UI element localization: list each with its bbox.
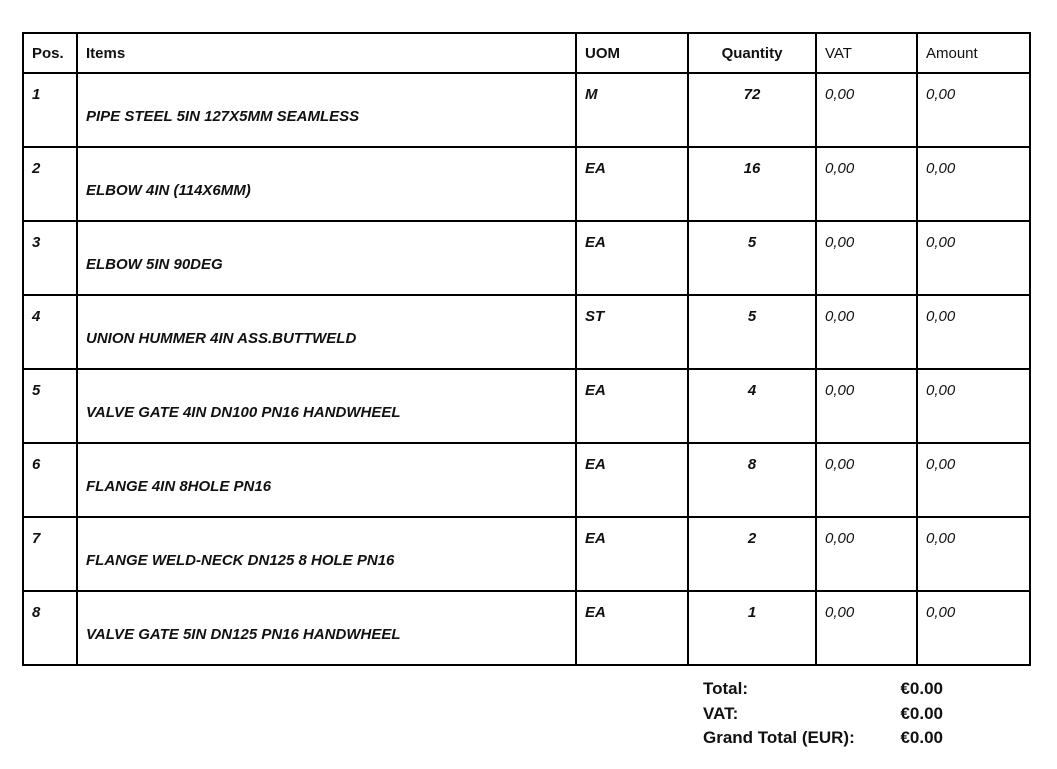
total-row [703,679,943,704]
table-row [23,591,1030,665]
vat-cell: 0,00 [816,147,917,221]
quantity-cell: 72 [688,73,816,147]
item-description: FLANGE WELD-NECK DN125 8 HOLE PN16 [86,552,395,569]
header-vat: VAT [816,33,917,73]
quantity-cell: 4 [688,369,816,443]
vat-value: €0.00 [900,703,943,723]
header-quantity: Quantity [688,33,816,73]
vat-cell: 0,00 [816,221,917,295]
pos-cell: 1 [23,73,77,147]
item-description: FLANGE 4IN 8HOLE PN16 [86,478,272,495]
item-description: VALVE GATE 5IN DN125 PN16 HANDWHEEL [86,626,401,643]
vat-row [703,704,943,729]
items-table [22,32,1031,666]
amount-cell: 0,00 [917,517,1030,591]
amount-cell: 0,00 [917,73,1030,147]
quantity-cell: 1 [688,591,816,665]
total-value: €0.00 [900,679,943,698]
pos-cell: 6 [23,443,77,517]
uom-cell: EA [576,591,688,665]
grand-total-row [703,728,943,753]
quantity-cell: 5 [688,221,816,295]
pos-cell: 2 [23,147,77,221]
amount-cell: 0,00 [917,221,1030,295]
table-row [23,443,1030,517]
header-pos: Pos. [23,33,77,73]
vat-cell: 0,00 [816,443,917,517]
table-row [23,73,1030,147]
totals-block [703,679,943,753]
item-description: UNION HUMMER 4IN ASS.BUTTWELD [86,330,357,347]
total-label: Total: [703,679,749,698]
table-row [23,221,1030,295]
quantity-cell: 5 [688,295,816,369]
vat-cell: 0,00 [816,517,917,591]
item-cell [77,443,576,517]
item-cell [77,147,576,221]
item-description: ELBOW 4IN (114X6MM) [86,182,251,199]
pos-cell: 3 [23,221,77,295]
vat-cell: 0,00 [816,295,917,369]
item-cell [77,221,576,295]
grand-total-label: Grand Total (EUR): [703,728,855,747]
amount-cell: 0,00 [917,147,1030,221]
pos-cell: 8 [23,591,77,665]
item-cell [77,295,576,369]
header-items: Items [77,33,576,73]
quantity-cell: 2 [688,517,816,591]
uom-cell: EA [576,147,688,221]
item-description: ELBOW 5IN 90DEG [86,256,223,273]
item-cell [77,517,576,591]
quantity-cell: 16 [688,147,816,221]
item-cell [77,369,576,443]
grand-total-value: €0.00 [900,728,943,747]
header-uom: UOM [576,33,688,73]
uom-cell: ST [576,295,688,369]
table-row [23,147,1030,221]
quantity-cell: 8 [688,443,816,517]
pos-cell: 4 [23,295,77,369]
table-row [23,517,1030,591]
uom-cell: EA [576,221,688,295]
amount-cell: 0,00 [917,295,1030,369]
amount-cell: 0,00 [917,591,1030,665]
pos-cell: 7 [23,517,77,591]
vat-label: VAT: [703,703,739,723]
uom-cell: EA [576,369,688,443]
table-header-row [23,33,1030,73]
item-description: PIPE STEEL 5IN 127X5MM SEAMLESS [86,108,360,125]
table-row [23,295,1030,369]
pos-cell: 5 [23,369,77,443]
amount-cell: 0,00 [917,443,1030,517]
uom-cell: EA [576,443,688,517]
vat-cell: 0,00 [816,73,917,147]
vat-cell: 0,00 [816,591,917,665]
vat-cell: 0,00 [816,369,917,443]
amount-cell: 0,00 [917,369,1030,443]
uom-cell: EA [576,517,688,591]
uom-cell: M [576,73,688,147]
item-cell [77,73,576,147]
table-body [23,73,1030,665]
table-row [23,369,1030,443]
item-cell [77,591,576,665]
header-amount: Amount [917,33,1030,73]
item-description: VALVE GATE 4IN DN100 PN16 HANDWHEEL [86,404,401,421]
